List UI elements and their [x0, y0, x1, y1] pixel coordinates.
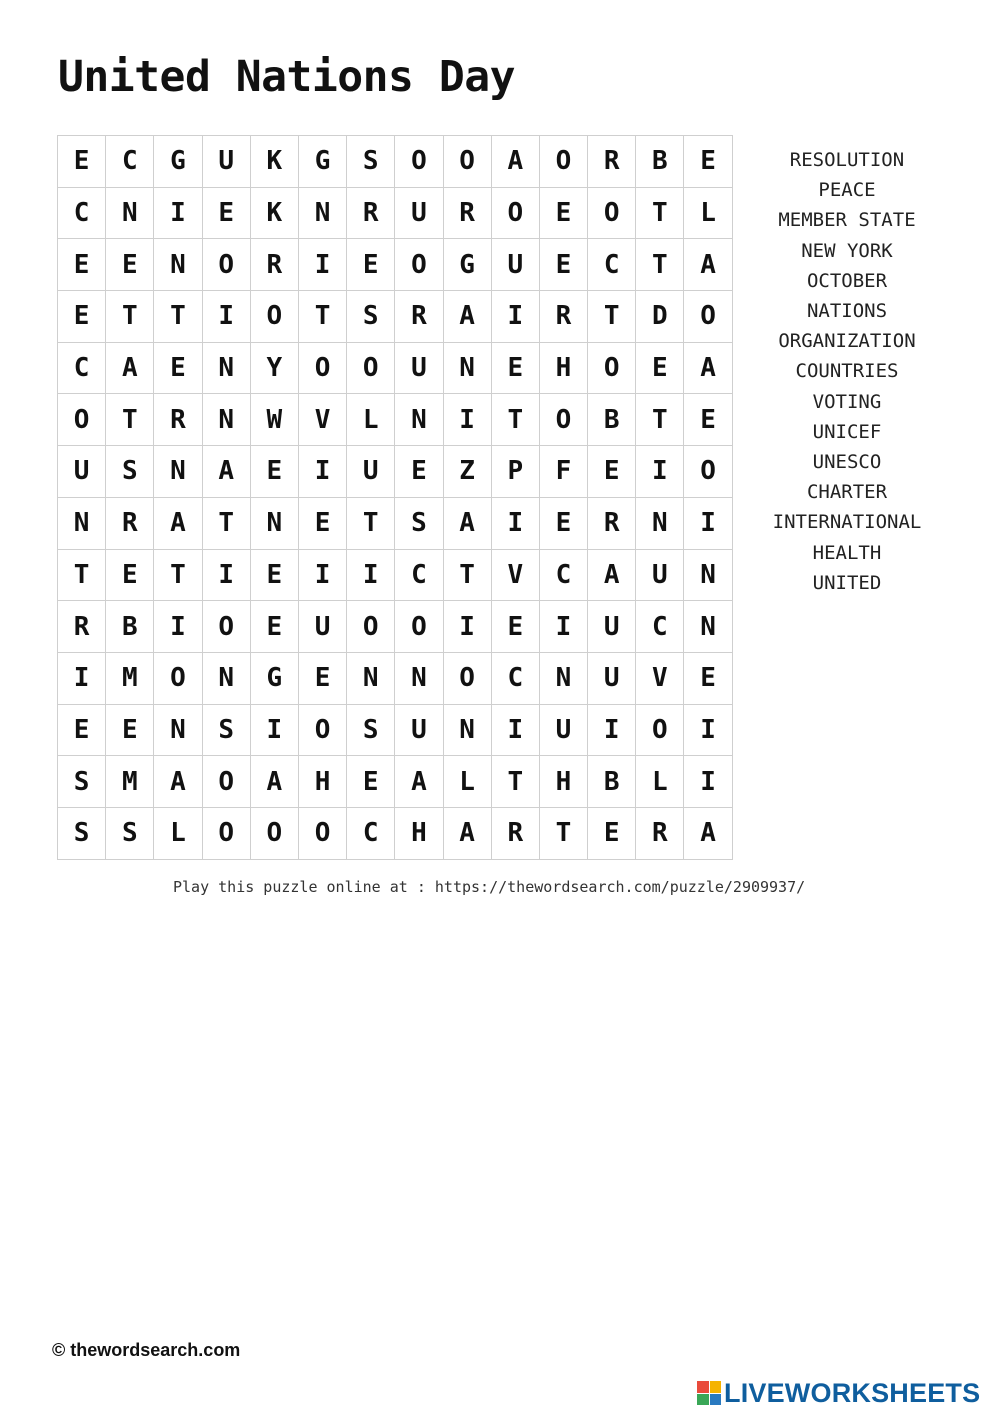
- grid-cell[interactable]: T: [154, 291, 202, 343]
- grid-cell[interactable]: E: [106, 550, 154, 602]
- grid-cell[interactable]: O: [299, 343, 347, 395]
- grid-cell[interactable]: C: [492, 653, 540, 705]
- grid-cell[interactable]: L: [154, 808, 202, 860]
- grid-cell[interactable]: N: [58, 498, 106, 550]
- grid-cell[interactable]: R: [154, 394, 202, 446]
- grid-cell[interactable]: O: [347, 343, 395, 395]
- grid-cell[interactable]: I: [540, 601, 588, 653]
- grid-cell[interactable]: W: [251, 394, 299, 446]
- grid-cell[interactable]: T: [106, 394, 154, 446]
- grid-cell[interactable]: O: [203, 756, 251, 808]
- grid-cell[interactable]: I: [58, 653, 106, 705]
- grid-cell[interactable]: C: [106, 136, 154, 188]
- grid-cell[interactable]: T: [636, 188, 684, 240]
- grid-cell[interactable]: A: [251, 756, 299, 808]
- grid-cell[interactable]: K: [251, 136, 299, 188]
- grid-cell[interactable]: N: [540, 653, 588, 705]
- word-list-item: UNICEF: [812, 420, 882, 443]
- grid-cell[interactable]: O: [203, 808, 251, 860]
- grid-cell[interactable]: L: [684, 188, 732, 240]
- grid-cell[interactable]: I: [588, 705, 636, 757]
- grid-cell[interactable]: E: [299, 653, 347, 705]
- grid-cell[interactable]: E: [588, 808, 636, 860]
- grid-cell[interactable]: E: [106, 705, 154, 757]
- grid-cell[interactable]: O: [684, 446, 732, 498]
- grid-cell[interactable]: V: [299, 394, 347, 446]
- grid-cell[interactable]: U: [588, 601, 636, 653]
- grid-cell[interactable]: N: [347, 653, 395, 705]
- grid-cell[interactable]: T: [588, 291, 636, 343]
- grid-cell[interactable]: U: [395, 188, 443, 240]
- grid-cell[interactable]: A: [492, 136, 540, 188]
- grid-cell[interactable]: A: [203, 446, 251, 498]
- word-list-item: VOTING: [812, 390, 882, 413]
- grid-cell[interactable]: U: [203, 136, 251, 188]
- grid-cell[interactable]: O: [540, 394, 588, 446]
- grid-cell[interactable]: U: [395, 343, 443, 395]
- grid-cell[interactable]: B: [588, 394, 636, 446]
- grid-cell[interactable]: O: [540, 136, 588, 188]
- grid-cell[interactable]: N: [444, 343, 492, 395]
- grid-cell[interactable]: T: [106, 291, 154, 343]
- grid-cell[interactable]: L: [347, 394, 395, 446]
- grid-cell[interactable]: O: [58, 394, 106, 446]
- grid-cell[interactable]: T: [154, 550, 202, 602]
- grid-cell[interactable]: O: [444, 653, 492, 705]
- grid-cell[interactable]: S: [106, 446, 154, 498]
- grid-cell[interactable]: E: [540, 498, 588, 550]
- grid-cell[interactable]: M: [106, 653, 154, 705]
- grid-cell[interactable]: E: [58, 291, 106, 343]
- grid-cell[interactable]: O: [299, 808, 347, 860]
- word-list-item: RESOLUTION: [789, 149, 905, 171]
- grid-cell[interactable]: U: [58, 446, 106, 498]
- grid-cell[interactable]: I: [444, 394, 492, 446]
- word-list-item: COUNTRIES: [795, 360, 899, 383]
- grid-cell[interactable]: C: [636, 601, 684, 653]
- brand-name: LIVEWORKSHEETS: [724, 1377, 981, 1408]
- grid-cell[interactable]: U: [540, 705, 588, 757]
- grid-cell[interactable]: U: [347, 446, 395, 498]
- word-list-item: NATIONS: [806, 300, 888, 323]
- grid-cell[interactable]: N: [251, 498, 299, 550]
- grid-cell[interactable]: G: [251, 653, 299, 705]
- grid-cell[interactable]: A: [684, 239, 732, 291]
- grid-cell[interactable]: I: [251, 705, 299, 757]
- grid-cell[interactable]: O: [395, 136, 443, 188]
- word-list-item: UNESCO: [812, 451, 882, 474]
- grid-cell[interactable]: I: [492, 291, 540, 343]
- grid-cell[interactable]: E: [251, 601, 299, 653]
- grid-cell[interactable]: S: [106, 808, 154, 860]
- grid-cell[interactable]: E: [347, 756, 395, 808]
- grid-cell[interactable]: A: [154, 756, 202, 808]
- grid-cell[interactable]: I: [684, 756, 732, 808]
- grid-cell[interactable]: O: [684, 291, 732, 343]
- word-list: [762, 145, 932, 598]
- grid-cell[interactable]: A: [684, 343, 732, 395]
- grid-cell[interactable]: E: [395, 446, 443, 498]
- grid-cell[interactable]: U: [636, 550, 684, 602]
- grid-cell[interactable]: Z: [444, 446, 492, 498]
- liveworksheets-brand: [697, 1378, 980, 1408]
- grid-cell[interactable]: O: [203, 601, 251, 653]
- grid-cell[interactable]: L: [636, 756, 684, 808]
- grid-cell[interactable]: B: [636, 136, 684, 188]
- grid-cell[interactable]: T: [492, 394, 540, 446]
- word-list-item: OCTOBER: [806, 269, 888, 292]
- grid-cell[interactable]: R: [106, 498, 154, 550]
- grid-cell[interactable]: E: [299, 498, 347, 550]
- grid-cell[interactable]: A: [395, 756, 443, 808]
- grid-cell[interactable]: T: [540, 808, 588, 860]
- grid-cell[interactable]: I: [299, 239, 347, 291]
- grid-cell[interactable]: I: [203, 550, 251, 602]
- grid-cell[interactable]: H: [540, 756, 588, 808]
- grid-cell[interactable]: H: [395, 808, 443, 860]
- grid-cell[interactable]: S: [347, 291, 395, 343]
- grid-cell[interactable]: K: [251, 188, 299, 240]
- grid-cell[interactable]: C: [395, 550, 443, 602]
- grid-cell[interactable]: E: [636, 343, 684, 395]
- grid-cell[interactable]: N: [684, 601, 732, 653]
- grid-cell[interactable]: N: [154, 705, 202, 757]
- grid-cell[interactable]: S: [347, 136, 395, 188]
- grid-cell[interactable]: P: [492, 446, 540, 498]
- grid-cell[interactable]: S: [58, 808, 106, 860]
- grid-cell[interactable]: R: [588, 136, 636, 188]
- grid-cell[interactable]: E: [540, 239, 588, 291]
- grid-cell[interactable]: N: [395, 653, 443, 705]
- grid-cell[interactable]: L: [444, 756, 492, 808]
- grid-cell[interactable]: V: [636, 653, 684, 705]
- grid-cell[interactable]: N: [636, 498, 684, 550]
- grid-cell[interactable]: R: [251, 239, 299, 291]
- grid-cell[interactable]: B: [106, 601, 154, 653]
- word-list-item: UNITED: [812, 571, 882, 594]
- grid-cell[interactable]: T: [203, 498, 251, 550]
- grid-cell[interactable]: N: [106, 188, 154, 240]
- grid-cell[interactable]: O: [444, 136, 492, 188]
- grid-cell[interactable]: C: [540, 550, 588, 602]
- word-list-item: PEACE: [818, 179, 876, 202]
- grid-cell[interactable]: T: [636, 394, 684, 446]
- grid-cell[interactable]: A: [106, 343, 154, 395]
- grid-cell[interactable]: S: [395, 498, 443, 550]
- grid-cell[interactable]: R: [588, 498, 636, 550]
- grid-cell[interactable]: I: [684, 498, 732, 550]
- grid-cell[interactable]: E: [492, 343, 540, 395]
- grid-cell[interactable]: E: [347, 239, 395, 291]
- logo-tile: [697, 1394, 709, 1406]
- grid-cell[interactable]: T: [444, 550, 492, 602]
- word-list-item: INTERNATIONAL: [772, 511, 922, 534]
- grid-cell[interactable]: O: [636, 705, 684, 757]
- grid-cell[interactable]: E: [154, 343, 202, 395]
- grid-cell[interactable]: I: [444, 601, 492, 653]
- grid-cell[interactable]: R: [636, 808, 684, 860]
- grid-cell[interactable]: S: [58, 756, 106, 808]
- liveworksheets-logo-icon: [697, 1381, 721, 1405]
- puzzle-grid: [57, 135, 733, 860]
- grid-cell[interactable]: O: [588, 343, 636, 395]
- grid-cell[interactable]: N: [395, 394, 443, 446]
- grid-cell[interactable]: H: [540, 343, 588, 395]
- grid-cell[interactable]: E: [684, 394, 732, 446]
- grid-cell[interactable]: I: [299, 550, 347, 602]
- grid-cell[interactable]: A: [444, 291, 492, 343]
- grid-cell[interactable]: N: [154, 239, 202, 291]
- grid-cell[interactable]: G: [444, 239, 492, 291]
- grid-cell[interactable]: R: [540, 291, 588, 343]
- grid-cell[interactable]: R: [58, 601, 106, 653]
- grid-cell[interactable]: E: [251, 550, 299, 602]
- grid-cell[interactable]: A: [588, 550, 636, 602]
- word-list-item: NEW YORK: [801, 239, 893, 262]
- grid-cell[interactable]: O: [395, 239, 443, 291]
- grid-cell[interactable]: N: [154, 446, 202, 498]
- grid-cell[interactable]: E: [58, 239, 106, 291]
- logo-tile: [710, 1394, 722, 1406]
- grid-cell[interactable]: D: [636, 291, 684, 343]
- logo-tile: [697, 1381, 709, 1393]
- grid-cell[interactable]: A: [444, 808, 492, 860]
- grid-cell[interactable]: S: [347, 705, 395, 757]
- grid-cell[interactable]: T: [347, 498, 395, 550]
- grid-cell[interactable]: N: [684, 550, 732, 602]
- logo-tile: [710, 1381, 722, 1393]
- grid-cell[interactable]: R: [444, 188, 492, 240]
- grid-cell[interactable]: I: [154, 188, 202, 240]
- grid-cell[interactable]: V: [492, 550, 540, 602]
- grid-cell[interactable]: O: [154, 653, 202, 705]
- grid-cell[interactable]: E: [203, 188, 251, 240]
- grid-cell[interactable]: N: [203, 394, 251, 446]
- grid-cell[interactable]: C: [347, 808, 395, 860]
- grid-cell[interactable]: I: [636, 446, 684, 498]
- grid-cell[interactable]: E: [58, 136, 106, 188]
- grid-cell[interactable]: O: [395, 601, 443, 653]
- grid-cell[interactable]: A: [684, 808, 732, 860]
- grid-cell[interactable]: R: [492, 808, 540, 860]
- grid-cell[interactable]: E: [492, 601, 540, 653]
- online-link-text[interactable]: Play this puzzle online at : https://thewordsearch.com/puzzle/2909937/: [173, 878, 806, 896]
- grid-cell[interactable]: G: [299, 136, 347, 188]
- grid-cell[interactable]: R: [395, 291, 443, 343]
- grid-cell[interactable]: C: [58, 343, 106, 395]
- grid-cell[interactable]: H: [299, 756, 347, 808]
- grid-cell[interactable]: G: [154, 136, 202, 188]
- grid-cell[interactable]: T: [492, 756, 540, 808]
- word-list-item: ORGANIZATION: [778, 330, 916, 353]
- grid-cell[interactable]: E: [588, 446, 636, 498]
- grid-cell[interactable]: O: [251, 291, 299, 343]
- grid-cell[interactable]: U: [395, 705, 443, 757]
- grid-cell[interactable]: O: [251, 808, 299, 860]
- grid-cell[interactable]: B: [588, 756, 636, 808]
- grid-cell[interactable]: U: [588, 653, 636, 705]
- grid-cell[interactable]: R: [347, 188, 395, 240]
- grid-cell[interactable]: I: [299, 446, 347, 498]
- grid-cell[interactable]: T: [636, 239, 684, 291]
- grid-cell[interactable]: T: [58, 550, 106, 602]
- grid-cell[interactable]: N: [203, 653, 251, 705]
- grid-cell[interactable]: C: [58, 188, 106, 240]
- grid-cell[interactable]: I: [203, 291, 251, 343]
- grid-cell[interactable]: A: [444, 498, 492, 550]
- grid-cell[interactable]: O: [347, 601, 395, 653]
- word-list-item: CHARTER: [806, 481, 888, 504]
- grid-cell[interactable]: E: [58, 705, 106, 757]
- grid-cell[interactable]: S: [203, 705, 251, 757]
- grid-cell[interactable]: T: [299, 291, 347, 343]
- grid-cell[interactable]: M: [106, 756, 154, 808]
- grid-cell[interactable]: E: [540, 188, 588, 240]
- grid-cell[interactable]: O: [299, 705, 347, 757]
- grid-cell[interactable]: E: [684, 136, 732, 188]
- grid-cell[interactable]: E: [106, 239, 154, 291]
- word-list-item: HEALTH: [812, 541, 882, 564]
- page-title: United Nations Day: [58, 52, 515, 102]
- grid-cell[interactable]: C: [588, 239, 636, 291]
- grid-cell[interactable]: E: [684, 653, 732, 705]
- grid-cell[interactable]: I: [492, 705, 540, 757]
- grid-cell[interactable]: U: [299, 601, 347, 653]
- grid-cell[interactable]: I: [154, 601, 202, 653]
- grid-cell[interactable]: O: [203, 239, 251, 291]
- grid-cell[interactable]: U: [492, 239, 540, 291]
- grid-cell[interactable]: N: [203, 343, 251, 395]
- grid-cell[interactable]: A: [154, 498, 202, 550]
- grid-cell[interactable]: E: [251, 446, 299, 498]
- grid-cell[interactable]: N: [444, 705, 492, 757]
- grid-cell[interactable]: I: [347, 550, 395, 602]
- grid-cell[interactable]: O: [492, 188, 540, 240]
- word-list-item: MEMBER STATE: [778, 209, 916, 232]
- grid-cell[interactable]: Y: [251, 343, 299, 395]
- grid-cell[interactable]: I: [684, 705, 732, 757]
- grid-cell[interactable]: F: [540, 446, 588, 498]
- grid-cell[interactable]: O: [588, 188, 636, 240]
- grid-cell[interactable]: I: [492, 498, 540, 550]
- copyright: © thewordsearch.com: [52, 1340, 241, 1360]
- grid-cell[interactable]: N: [299, 188, 347, 240]
